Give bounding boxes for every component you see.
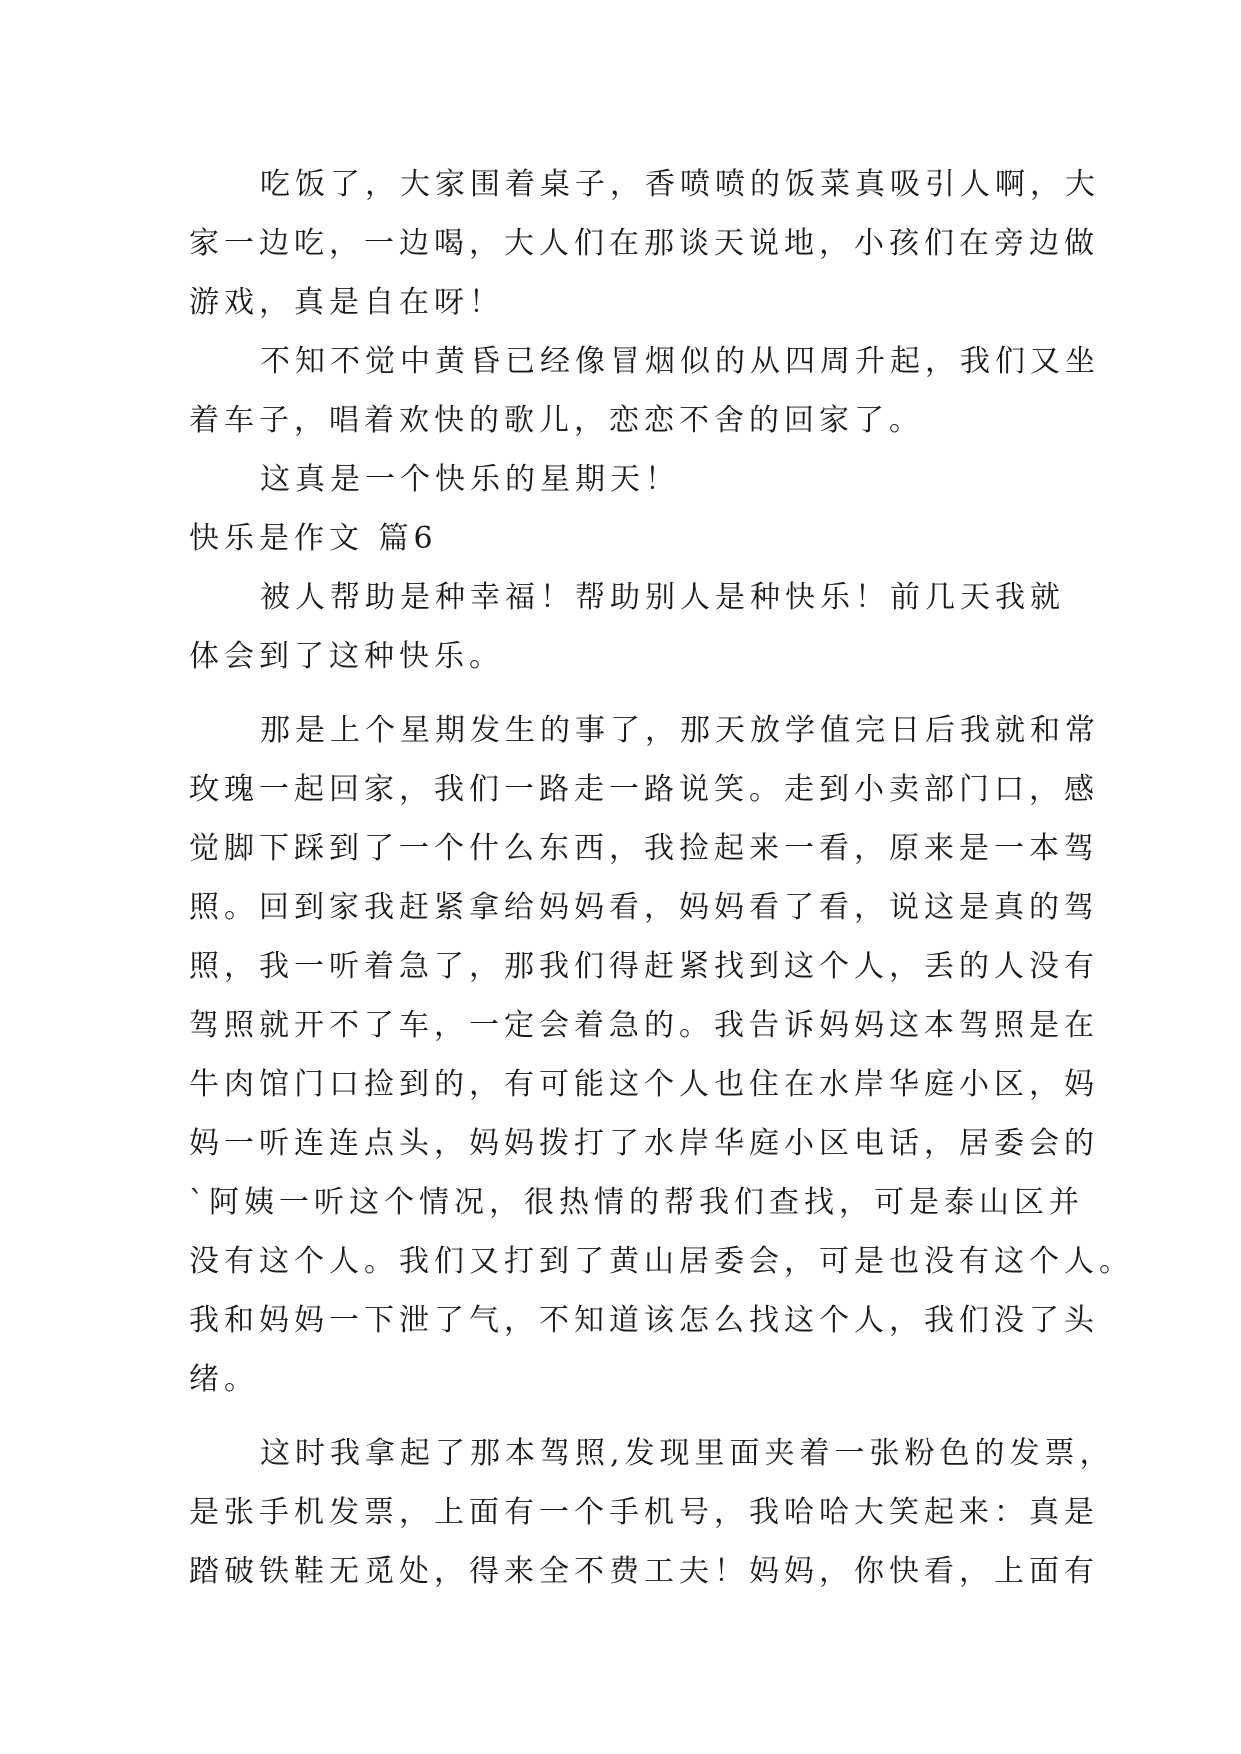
text-line: 体会到了这种快乐。 [189, 639, 504, 674]
paragraph [189, 450, 1059, 509]
text-line: 家一边吃，一边喝，大人们在那谈天说地，小孩们在旁边做 [189, 226, 1099, 261]
section-heading: 快乐是作文 篇6 [189, 521, 438, 556]
text-line: 妈一听连连点头，妈妈拨打了水岸华庭小区电话，居委会的 [189, 1126, 1099, 1161]
text-line: 照。回到家我赶紧拿给妈妈看，妈妈看了看，说这是真的驾 [189, 890, 1099, 925]
text-line: 着车子，唱着欢快的歌儿，恋恋不舍的回家了。 [189, 403, 924, 438]
text-line: 玫瑰一起回家，我们一路走一路说笑。走到小卖部门口，感 [189, 772, 1099, 807]
paragraph-spacer [189, 686, 1059, 701]
text-line: 吃饭了，大家围着桌子，香喷喷的饭菜真吸引人啊，大 [260, 167, 1100, 202]
text-line: 踏破铁鞋无觅处，得来全不费工夫！妈妈，你快看，上面有 [189, 1554, 1099, 1589]
text-line: 绪。 [189, 1362, 259, 1397]
text-line: 那是上个星期发生的事了，那天放学值完日后我就和常 [260, 713, 1100, 748]
text-line: 这真是一个快乐的星期天！ [260, 462, 680, 497]
text-line: 我和妈妈一下泄了气，不知道该怎么找这个人，我们没了头 [189, 1303, 1099, 1338]
text-line: 不知不觉中黄昏已经像冒烟似的从四周升起，我们又坐 [260, 344, 1100, 379]
text-line: 觉脚下踩到了一个什么东西，我捡起来一看，原来是一本驾 [189, 831, 1099, 866]
text-line: 游戏，真是自在呀！ [189, 285, 504, 320]
paragraph [189, 155, 1100, 332]
text-line: 驾照就开不了车，一定会着急的。我告诉妈妈这本驾照是在 [189, 1008, 1099, 1043]
text-line: 照，我一听着急了，那我们得赶紧找到这个人，丢的人没有 [189, 949, 1099, 984]
document-page [189, 155, 1134, 1601]
paragraph [189, 332, 1100, 450]
paragraph [189, 568, 1065, 686]
paragraph-spacer [189, 1409, 1059, 1424]
paragraph [189, 1424, 1115, 1601]
text-line: 没有这个人。我们又打到了黄山居委会，可是也没有这个人。 [189, 1244, 1134, 1279]
text-line: `阿姨一听这个情况，很热情的帮我们查找，可是泰山区并 [189, 1185, 1084, 1220]
text-line: 被人帮助是种幸福！帮助别人是种快乐！前几天我就 [260, 580, 1065, 615]
paragraph [189, 701, 1134, 1409]
text-line: 牛肉馆门口捡到的，有可能这个人也住在水岸华庭小区，妈 [189, 1067, 1099, 1102]
text-line: 是张手机发票，上面有一个手机号，我哈哈大笑起来：真是 [189, 1495, 1099, 1530]
text-line: 这时我拿起了那本驾照,发现里面夹着一张粉色的发票， [260, 1436, 1115, 1471]
